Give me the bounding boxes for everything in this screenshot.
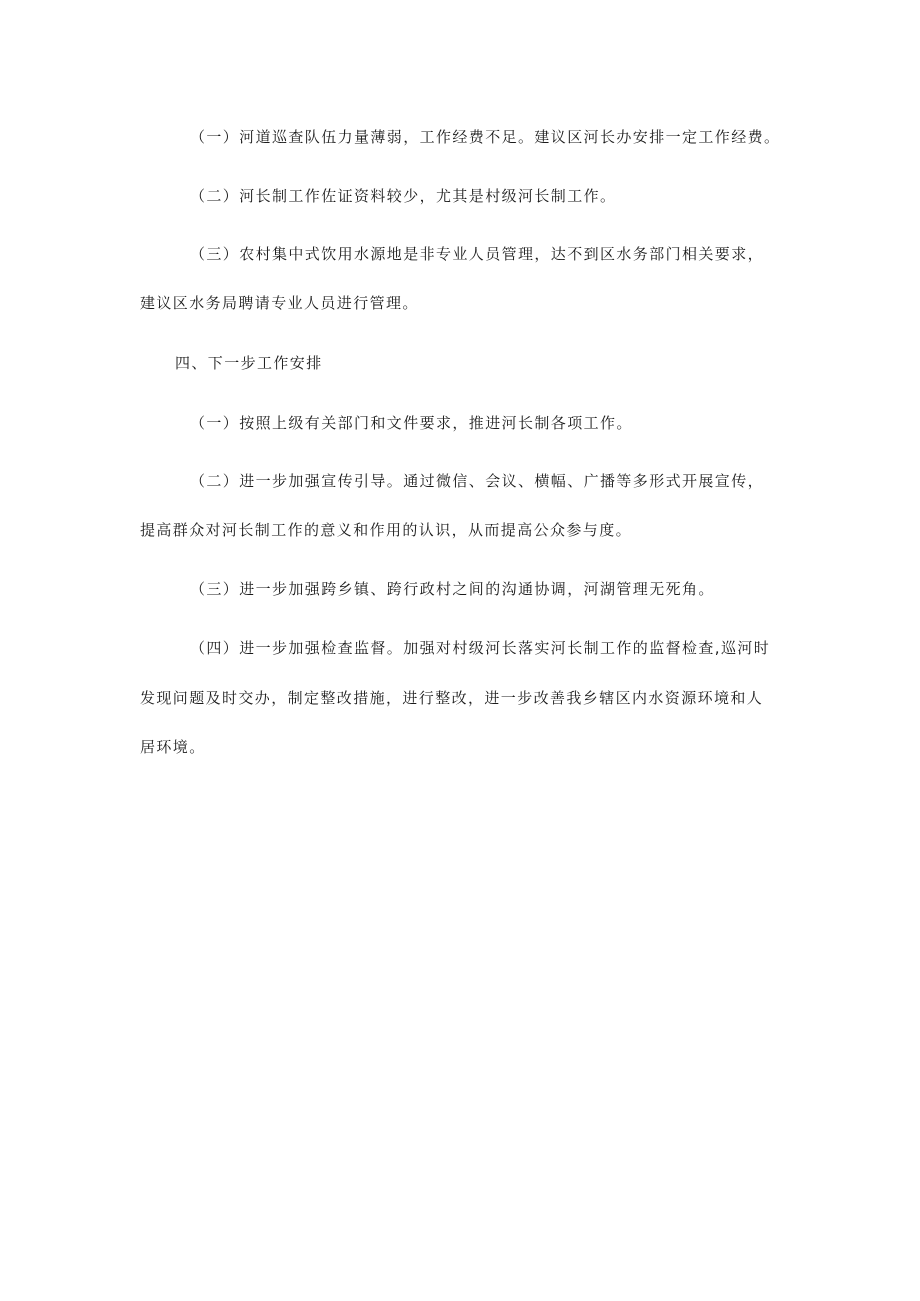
- plan-4-text-line2: 发现问题及时交办，制定整改措施，进行整改，进一步改善我乡辖区内水资源环境和人: [140, 689, 764, 707]
- plan-4-text-line3: 居环境。: [140, 738, 206, 756]
- issue-1-text: （一）河道巡查队伍力量薄弱，工作经费不足。建议区河长办安排一定工作经费。: [190, 128, 781, 146]
- plan-2-text-line2: 提高群众对河长制工作的意义和作用的认识，从而提高公众参与度。: [140, 521, 633, 539]
- issue-3-text-line1: （三）农村集中式饮用水源地是非专业人员管理，达不到区水务部门相关要求，: [190, 245, 765, 263]
- plan-3-text: （三）进一步加强跨乡镇、跨行政村之间的沟通协调，河湖管理无死角。: [190, 580, 715, 598]
- section-heading-next-steps: 四、下一步工作安排: [175, 354, 323, 372]
- plan-2-text-line1: （二）进一步加强宣传引导。通过微信、会议、横幅、广播等多形式开展宣传，: [190, 472, 765, 490]
- plan-4-text-line1: （四）进一步加强检查监督。加强对村级河长落实河长制工作的监督检查,巡河时: [190, 639, 771, 657]
- issue-3-text-line2: 建议区水务局聘请专业人员进行管理。: [140, 294, 419, 312]
- issue-2-text: （二）河长制工作佐证资料较少，尤其是村级河长制工作。: [190, 187, 617, 205]
- plan-1-text: （一）按照上级有关部门和文件要求，推进河长制各项工作。: [190, 414, 633, 432]
